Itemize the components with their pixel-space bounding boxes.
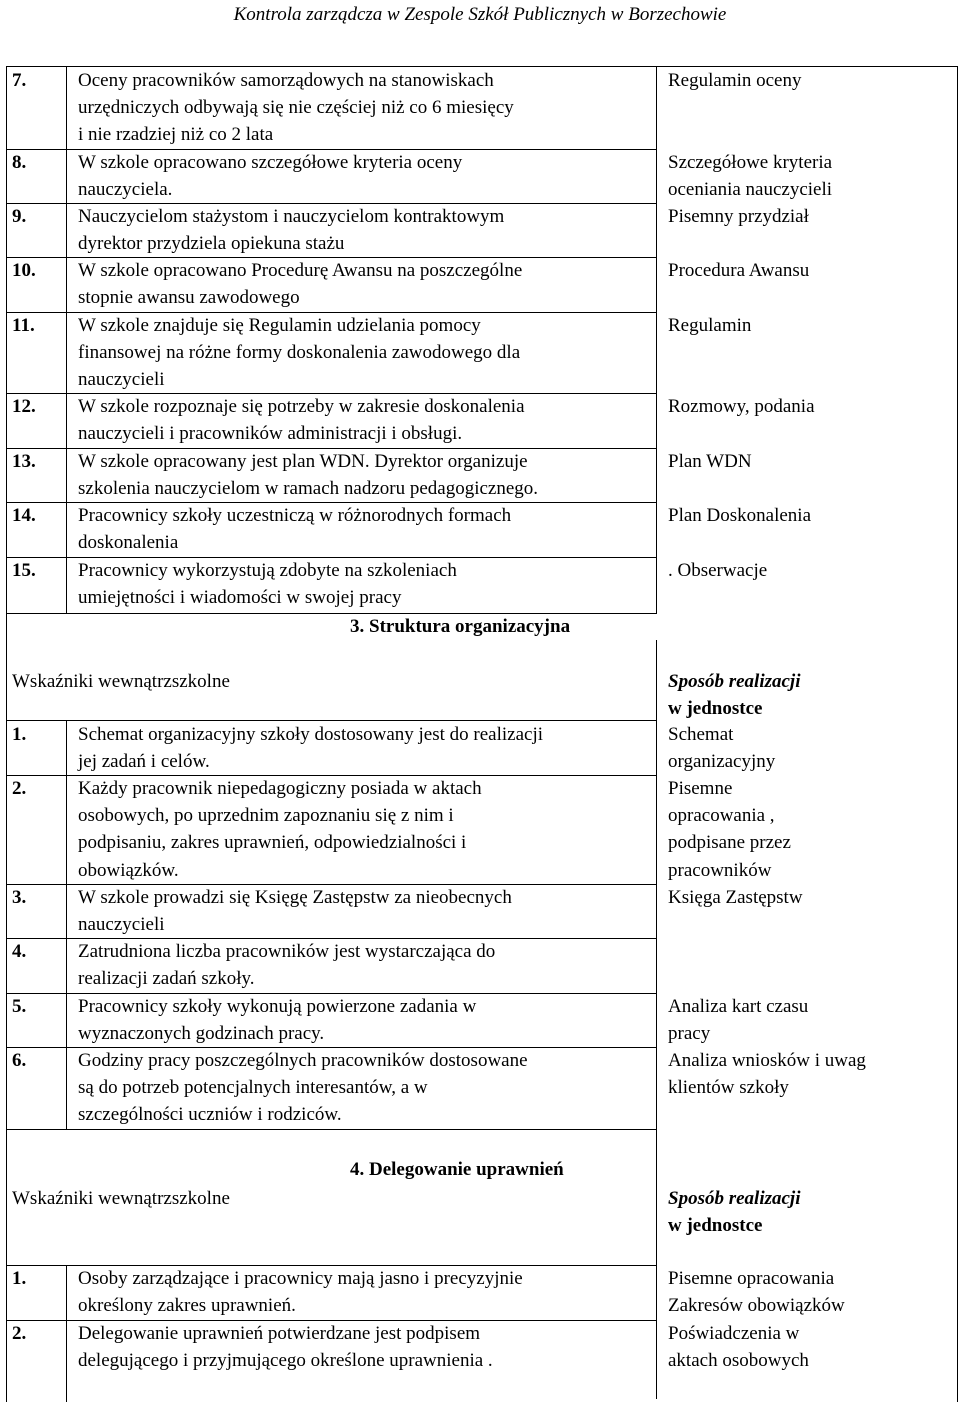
realization-text: Plan Doskonalenia xyxy=(668,505,812,526)
table-rule xyxy=(656,640,657,1399)
indicator-text: stopnie awansu zawodowego xyxy=(78,287,300,309)
indicator-text: W szkole prowadzi się Księgę Zastępstw za nieobecnych xyxy=(78,887,512,908)
indicator-text: W szkole znajduje się Regulamin udzielania pomocy xyxy=(78,315,481,336)
realization-text: Regulamin oceny xyxy=(668,70,802,91)
indicator-text: i nie rzadziej niż co 2 lata xyxy=(78,124,274,146)
realization-text: Analiza wniosków i uwag xyxy=(668,1050,866,1071)
indicator-text: obowiązków. xyxy=(78,859,179,881)
realization-text: Pisemny przydział xyxy=(668,206,809,227)
table-rule xyxy=(66,67,67,614)
realization-text: oceniania nauczycieli xyxy=(668,179,833,201)
realization-text: Poświadczenia w xyxy=(668,1323,800,1344)
column-header-realization: Sposób realizacji xyxy=(668,671,801,692)
realization-text: pracowników xyxy=(668,859,772,881)
indicator-text: delegującego i przyjmującego określone uprawnienia . xyxy=(78,1350,493,1372)
indicator-text: Pracownicy szkoły wykonują powierzone zadania w xyxy=(78,996,477,1017)
row-number: 11. xyxy=(12,315,35,336)
indicator-text: Pracownicy szkoły uczestniczą w różnorodnych formach xyxy=(78,505,512,526)
row-number: 2. xyxy=(12,778,27,799)
realization-text: Szczegółowe kryteria xyxy=(668,152,833,173)
indicator-text: szkolenia nauczycielom w ramach nadzoru pedagogicznego. xyxy=(78,478,539,500)
indicator-text: W szkole opracowany jest plan WDN. Dyrektor organizuje xyxy=(78,451,528,472)
indicator-text: szczególności uczniów i rodziców. xyxy=(78,1104,342,1126)
realization-text: Procedura Awansu xyxy=(668,260,810,281)
table-rule xyxy=(656,67,657,614)
indicator-text: Pracownicy wykorzystują zdobyte na szkoleniach xyxy=(78,560,457,581)
section-title: 3. Struktura organizacyjna xyxy=(350,616,571,637)
row-number: 3. xyxy=(12,887,27,908)
row-number: 9. xyxy=(12,206,27,227)
indicator-text: nauczycieli i pracowników administracji i obsługi. xyxy=(78,423,463,445)
indicator-text: W szkole opracowano szczegółowe kryteria oceny xyxy=(78,152,463,173)
indicator-text: finansowej na różne formy doskonalenia zawodowego dla xyxy=(78,342,521,364)
row-number: 5. xyxy=(12,996,27,1017)
column-header-realization: Sposób realizacji xyxy=(668,1188,801,1209)
realization-text: Rozmowy, podania xyxy=(668,396,815,417)
realization-text: Plan WDN xyxy=(668,451,752,472)
indicator-text: umiejętności i wiadomości w swojej pracy xyxy=(78,587,402,609)
section-title: 4. Delegowanie uprawnień xyxy=(350,1159,564,1180)
indicator-text: realizacji zadań szkoły. xyxy=(78,968,255,990)
indicator-text: Zatrudniona liczba pracowników jest wystarczająca do xyxy=(78,941,496,962)
realization-text: Pisemne opracowania xyxy=(668,1268,835,1289)
indicator-text: doskonalenia xyxy=(78,532,179,554)
column-header-indicators: Wskaźniki wewnątrzszkolne xyxy=(12,1188,230,1209)
indicator-text: określony zakres uprawnień. xyxy=(78,1295,296,1317)
indicator-text: Nauczycielom stażystom i nauczycielom kontraktowym xyxy=(78,206,505,227)
page-header: Kontrola zarządcza w Zespole Szkół Publicznych w Borzechowie xyxy=(233,4,727,25)
realization-text: Analiza kart czasu xyxy=(668,996,809,1017)
realization-text: Pisemne xyxy=(668,778,733,799)
indicator-text: Schemat organizacyjny szkoły dostosowany jest do realizacji xyxy=(78,724,544,745)
indicator-text: Osoby zarządzające i pracownicy mają jasno i precyzyjnie xyxy=(78,1268,523,1289)
row-number: 12. xyxy=(12,396,36,417)
row-number: 1. xyxy=(12,1268,27,1289)
realization-text: . Obserwacje xyxy=(668,560,768,581)
indicator-text: W szkole opracowano Procedurę Awansu na poszczególne xyxy=(78,260,523,281)
realization-text: Regulamin xyxy=(668,315,752,336)
indicator-text: osobowych, po uprzednim zapoznaniu się z nim i xyxy=(78,805,454,827)
row-number: 2. xyxy=(12,1323,27,1344)
table-rule xyxy=(6,1129,656,1130)
realization-text: Zakresów obowiązków xyxy=(668,1295,845,1317)
indicator-text: Każdy pracownik niepedagogiczny posiada w aktach xyxy=(78,778,482,799)
realization-text: Księga Zastępstw xyxy=(668,887,803,908)
row-number: 13. xyxy=(12,451,36,472)
realization-text: Schemat xyxy=(668,724,734,745)
column-header-realization: w jednostce xyxy=(668,698,763,719)
indicator-text: są do potrzeb potencjalnych interesantów, a w xyxy=(78,1077,428,1099)
indicator-text: W szkole rozpoznaje się potrzeby w zakresie doskonalenia xyxy=(78,396,525,417)
indicator-text: nauczyciela. xyxy=(78,179,173,201)
indicator-text: Godziny pracy poszczególnych pracowników dostosowane xyxy=(78,1050,528,1071)
realization-text: podpisane przez xyxy=(668,832,791,854)
row-number: 6. xyxy=(12,1050,27,1071)
column-header-indicators: Wskaźniki wewnątrzszkolne xyxy=(12,671,230,692)
row-number: 8. xyxy=(12,152,27,173)
table-rule xyxy=(6,720,656,721)
column-header-realization: w jednostce xyxy=(668,1215,763,1236)
row-number: 14. xyxy=(12,505,36,526)
indicator-text: nauczycieli xyxy=(78,914,165,936)
indicator-text: wyznaczonych godzinach pracy. xyxy=(78,1023,325,1045)
realization-text: organizacyjny xyxy=(668,751,776,773)
indicator-text: urzędniczych odbywają się nie częściej niż co 6 miesięcy xyxy=(78,97,514,119)
realization-text: klientów szkoły xyxy=(668,1077,789,1099)
indicator-text: nauczycieli xyxy=(78,369,165,391)
row-number: 10. xyxy=(12,260,36,281)
indicator-text: dyrektor przydziela opiekuna stażu xyxy=(78,233,345,255)
indicator-text: jej zadań i celów. xyxy=(78,751,210,773)
indicator-text: Delegowanie uprawnień potwierdzane jest podpisem xyxy=(78,1323,481,1344)
table-rule xyxy=(66,1265,67,1402)
row-number: 4. xyxy=(12,941,27,962)
indicator-text: podpisaniu, zakres uprawnień, odpowiedzialności i xyxy=(78,832,467,854)
row-number: 7. xyxy=(12,70,27,91)
table-rule xyxy=(66,720,67,1129)
realization-text: opracowania , xyxy=(668,805,775,827)
realization-text: pracy xyxy=(668,1023,711,1045)
indicator-text: Oceny pracowników samorządowych na stanowiskach xyxy=(78,70,494,91)
row-number: 1. xyxy=(12,724,27,745)
realization-text: aktach osobowych xyxy=(668,1350,809,1372)
row-number: 15. xyxy=(12,560,36,581)
